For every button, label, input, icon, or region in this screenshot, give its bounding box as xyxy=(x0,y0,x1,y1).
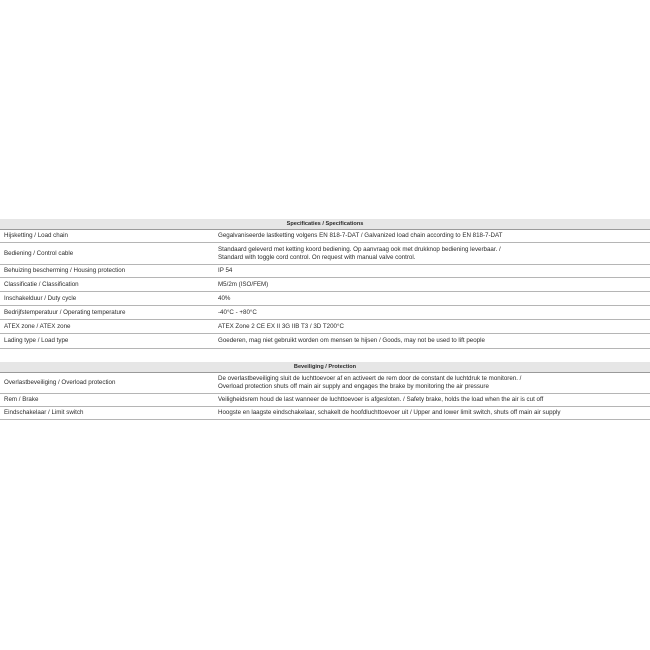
row-value: ATEX Zone 2 CE EX II 3G IIB T3 / 3D T200°C xyxy=(218,322,344,330)
table-row xyxy=(0,407,650,420)
table-row xyxy=(0,320,650,334)
table-row xyxy=(0,265,650,278)
row-label: ATEX zone / ATEX zone xyxy=(4,322,71,330)
row-value: De overlastbeveiliging sluit de luchttoevoer af en activeert de rem door de constant de luchtdruk te monitoren. / Overload protection shuts off main air supply and engages the brake by monitoring the air pressure xyxy=(218,375,522,390)
protection-table xyxy=(0,362,650,420)
table-row xyxy=(0,306,650,320)
specifications-table xyxy=(0,219,650,349)
row-value: Goederen, mag niet gebruikt worden om mensen te hijsen / Goods, may not be used to lift people xyxy=(218,337,485,344)
row-label: Inschakelduur / Duty cycle xyxy=(4,294,77,302)
row-value: Standaard geleverd met ketting koord bediening. Op aanvraag ook met drukknop bediening leverbaar. / Standard with toggle cord control. On request with manual valve control. xyxy=(218,245,501,261)
table-row xyxy=(0,243,650,265)
row-label: Lading type / Load type xyxy=(4,337,69,344)
row-value: Veiligheidsrem houd de last wanneer de luchttoevoer is afgesloten. / Safety brake, holds the load when the air is cut off xyxy=(218,396,544,403)
row-label: Overlastbeveiliging / Overload protection xyxy=(4,379,116,386)
row-value: Hoogste en laagste eindschakelaar, schakelt de hoofdluchttoevoer uit / Upper and lower limit switch, shuts off main air supply xyxy=(218,409,561,416)
row-label: Bedrijfstemperatuur / Operating temperature xyxy=(4,308,126,316)
table-row xyxy=(0,394,650,407)
row-value: 40% xyxy=(218,294,231,302)
row-label: Eindschakelaar / Limit switch xyxy=(4,409,84,416)
table-row xyxy=(0,334,650,349)
table-row xyxy=(0,278,650,292)
row-label: Classificatie / Classification xyxy=(4,280,79,288)
row-value: -40°C - +80°C xyxy=(218,308,257,316)
row-value: Gegalvaniseerde lastketting volgens EN 818-7-DAT / Galvanized load chain according to EN 818-7-DAT xyxy=(218,232,503,239)
table-row xyxy=(0,292,650,306)
table-row xyxy=(0,373,650,394)
row-label: Hijsketting / Load chain xyxy=(4,232,68,239)
protection-header: Beveiliging / Protection xyxy=(0,362,650,373)
row-label: Rem / Brake xyxy=(4,396,39,403)
table-row xyxy=(0,230,650,243)
row-value: IP 54 xyxy=(218,267,233,274)
row-label: Bediening / Control cable xyxy=(4,249,74,257)
row-value: M5/2m (ISO/FEM) xyxy=(218,280,269,288)
specifications-header: Specificaties / Specifications xyxy=(0,219,650,230)
row-label: Behuizing bescherming / Housing protection xyxy=(4,267,126,274)
